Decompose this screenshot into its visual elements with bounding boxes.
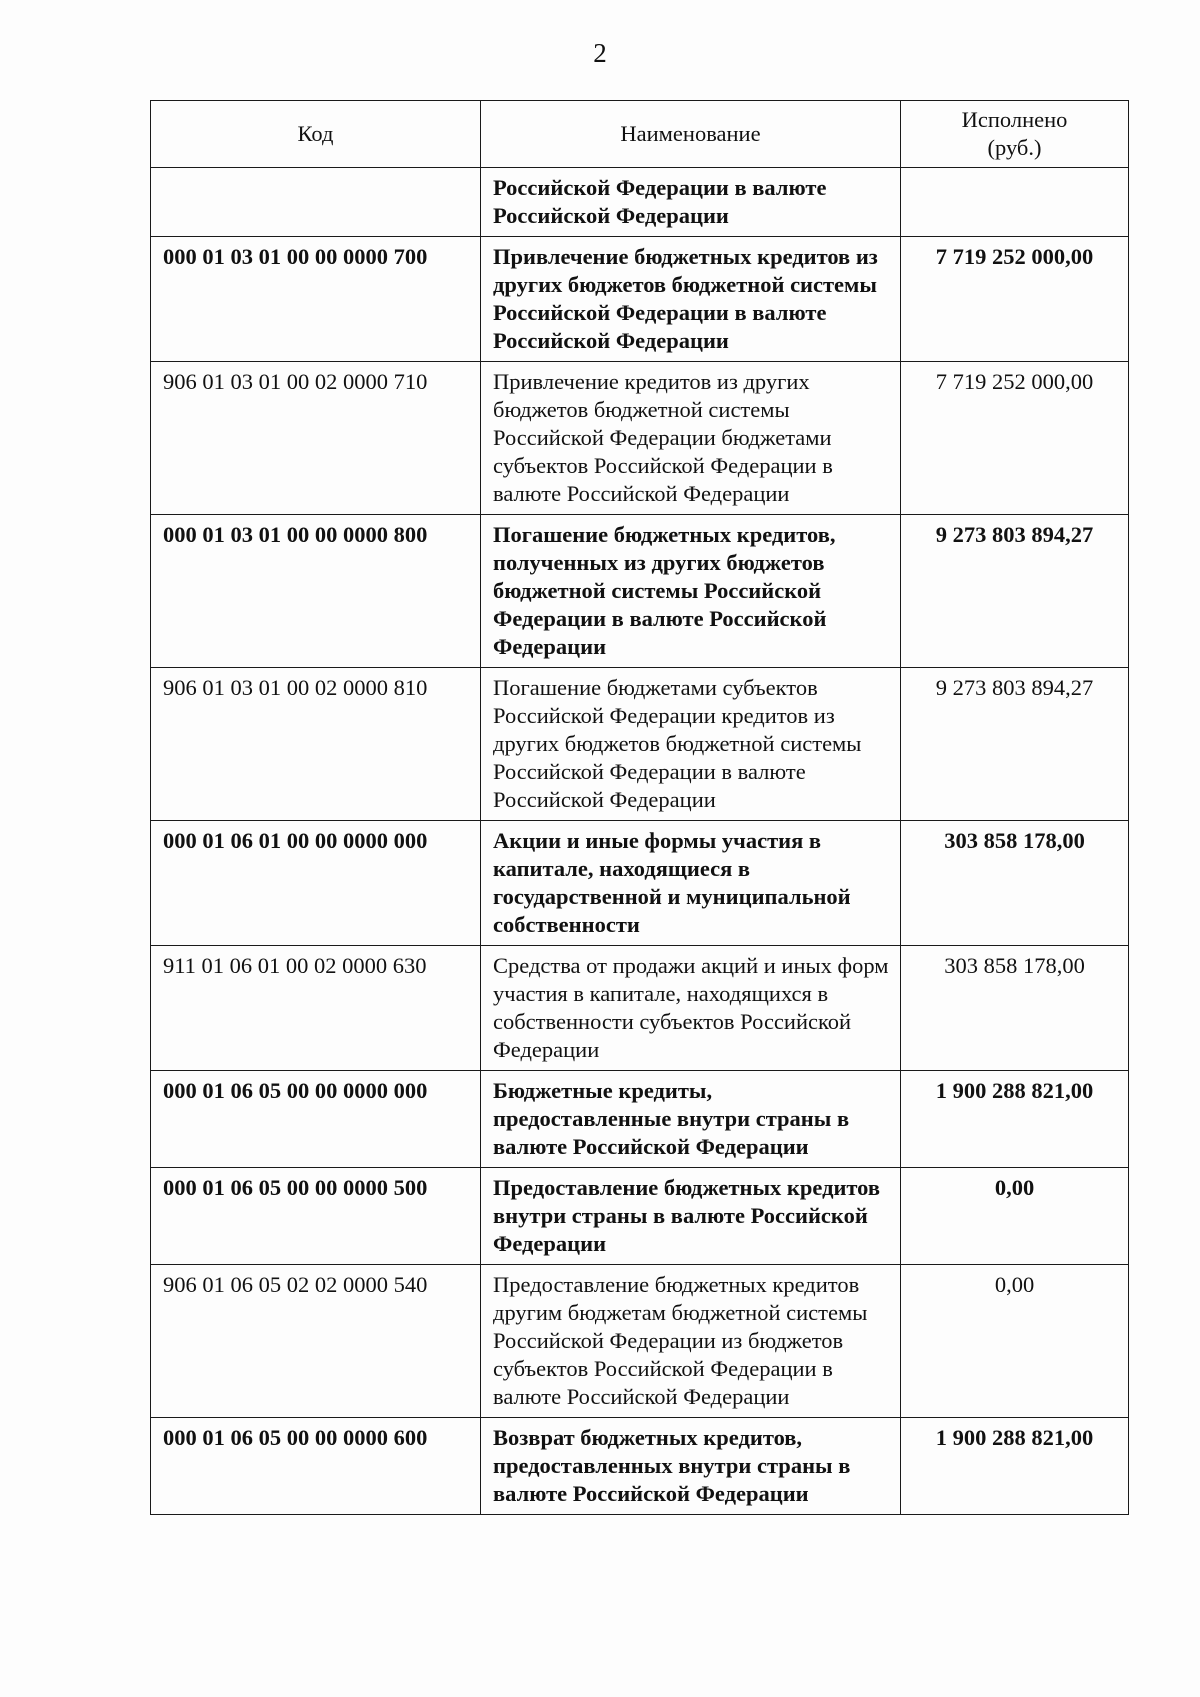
row-code: 000 01 06 05 00 00 0000 600 bbox=[151, 1418, 481, 1515]
row-amount: 0,00 bbox=[901, 1265, 1129, 1418]
row-amount: 303 858 178,00 bbox=[901, 946, 1129, 1071]
table-row bbox=[151, 362, 1129, 515]
header-amount-label: Исполнено (руб.) bbox=[961, 107, 1068, 160]
row-amount: 7 719 252 000,00 bbox=[901, 237, 1129, 362]
row-name: Привлечение бюджетных кредитов из других бюджетов бюджетной системы Российской Федерации в валюте Российской Федерации bbox=[481, 237, 901, 362]
table-row bbox=[151, 821, 1129, 946]
table-row bbox=[151, 515, 1129, 668]
row-amount: 0,00 bbox=[901, 1168, 1129, 1265]
header-amount bbox=[901, 101, 1129, 168]
row-name: Предоставление бюджетных кредитов другим бюджетам бюджетной системы Российской Федерации из бюджетов субъектов Российской Федерации в валюте Российской Федерации bbox=[481, 1265, 901, 1418]
table-row bbox=[151, 946, 1129, 1071]
row-amount: 7 719 252 000,00 bbox=[901, 362, 1129, 515]
table-row bbox=[151, 168, 1129, 237]
row-code: 906 01 03 01 00 02 0000 810 bbox=[151, 668, 481, 821]
row-name: Средства от продажи акций и иных форм участия в капитале, находящихся в собственности субъектов Российской Федерации bbox=[481, 946, 901, 1071]
table-row bbox=[151, 1071, 1129, 1168]
row-name: Погашение бюджетных кредитов, полученных из других бюджетов бюджетной системы Российской Федерации в валюте Российской Федерации bbox=[481, 515, 901, 668]
table-row bbox=[151, 1265, 1129, 1418]
row-name: Российской Федерации в валюте Российской Федерации bbox=[481, 168, 901, 237]
row-code: 000 01 06 05 00 00 0000 500 bbox=[151, 1168, 481, 1265]
table-body bbox=[151, 168, 1129, 1515]
row-code: 000 01 03 01 00 00 0000 800 bbox=[151, 515, 481, 668]
row-amount: 1 900 288 821,00 bbox=[901, 1418, 1129, 1515]
report-table bbox=[150, 100, 1129, 1515]
row-amount: 1 900 288 821,00 bbox=[901, 1071, 1129, 1168]
row-code: 906 01 03 01 00 02 0000 710 bbox=[151, 362, 481, 515]
row-code: 906 01 06 05 02 02 0000 540 bbox=[151, 1265, 481, 1418]
table-row bbox=[151, 1418, 1129, 1515]
row-name: Погашение бюджетами субъектов Российской Федерации кредитов из других бюджетов бюджетной системы Российской Федерации в валюте Российской Федерации bbox=[481, 668, 901, 821]
row-code: 000 01 06 05 00 00 0000 000 bbox=[151, 1071, 481, 1168]
row-name: Бюджетные кредиты, предоставленные внутри страны в валюте Российской Федерации bbox=[481, 1071, 901, 1168]
page-number: 2 bbox=[593, 38, 607, 68]
table-row bbox=[151, 1168, 1129, 1265]
row-code: 911 01 06 01 00 02 0000 630 bbox=[151, 946, 481, 1071]
row-code: 000 01 06 01 00 00 0000 000 bbox=[151, 821, 481, 946]
row-amount: 9 273 803 894,27 bbox=[901, 668, 1129, 821]
row-name: Акции и иные формы участия в капитале, находящиеся в государственной и муниципальной собственности bbox=[481, 821, 901, 946]
header-row bbox=[151, 101, 1129, 168]
row-code bbox=[151, 168, 481, 237]
table-header bbox=[151, 101, 1129, 168]
header-code: Код bbox=[151, 101, 481, 168]
row-code: 000 01 03 01 00 00 0000 700 bbox=[151, 237, 481, 362]
row-name: Предоставление бюджетных кредитов внутри страны в валюте Российской Федерации bbox=[481, 1168, 901, 1265]
row-name: Привлечение кредитов из других бюджетов бюджетной системы Российской Федерации бюджетами субъектов Российской Федерации в валюте Российской Федерации bbox=[481, 362, 901, 515]
table-row bbox=[151, 668, 1129, 821]
row-amount bbox=[901, 168, 1129, 237]
row-amount: 303 858 178,00 bbox=[901, 821, 1129, 946]
header-name: Наименование bbox=[481, 101, 901, 168]
row-amount: 9 273 803 894,27 bbox=[901, 515, 1129, 668]
row-name: Возврат бюджетных кредитов, предоставленных внутри страны в валюте Российской Федерации bbox=[481, 1418, 901, 1515]
table-row bbox=[151, 237, 1129, 362]
